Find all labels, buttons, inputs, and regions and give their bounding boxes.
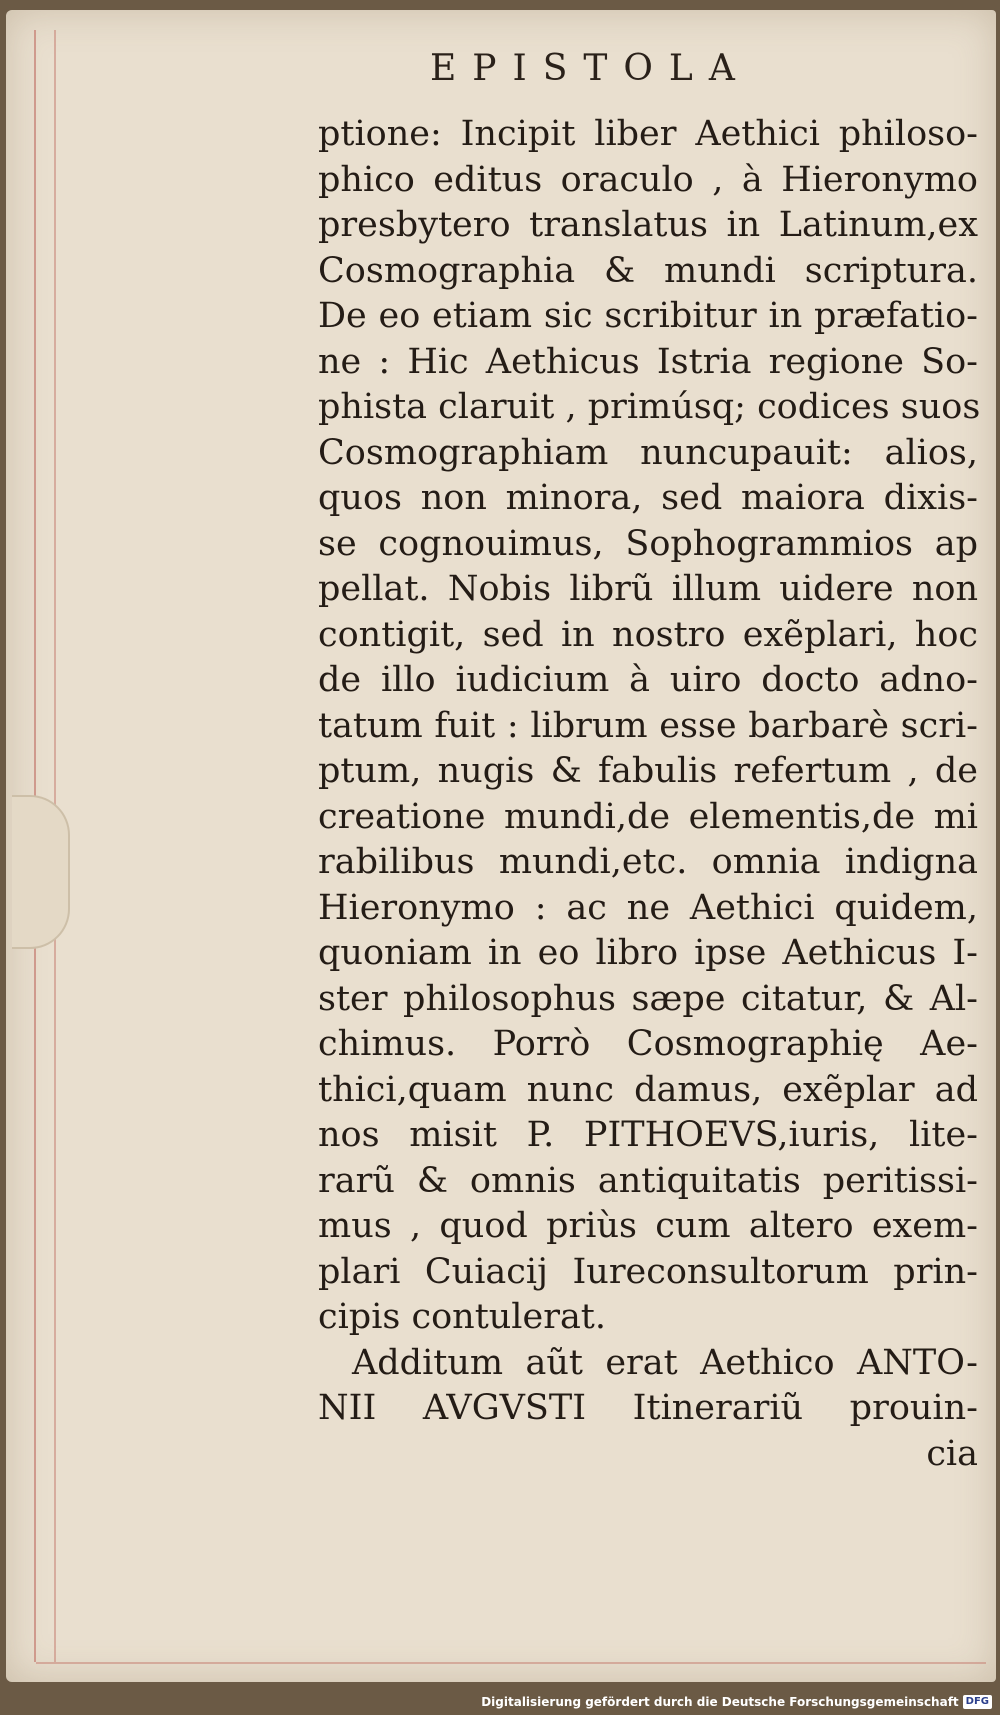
text-line: NII AVGVSTI Itinerariũ prouin-: [318, 1388, 978, 1428]
text-line: de illo iudicium à uiro docto adno-: [318, 660, 978, 700]
text-line: presbytero translatus in Latinum,ex: [318, 205, 978, 245]
text-line: De eo etiam sic scribitur in præfatio-: [318, 296, 978, 336]
text-line: plari Cuiacij Iureconsultorum prin-: [318, 1251, 978, 1292]
text-line: Hieronymo : ac ne Aethici quidem,: [318, 887, 978, 928]
text-line: Cosmographiam nuncupauit: alios,: [318, 432, 978, 473]
text-line: Cosmographia & mundi scriptura.: [318, 250, 978, 291]
text-line: se cognouimus, Sophogrammios ap: [318, 523, 978, 564]
text-line: thici,quam nunc damus, exẽplar ad: [318, 1069, 978, 1110]
catchword: cia: [926, 1433, 978, 1474]
text-line: rarũ & omnis antiquitatis peritissi-: [318, 1160, 978, 1201]
text-line: chimus. Porrò Cosmographię Ae-: [318, 1024, 978, 1064]
text-line: tatum fuit : librum esse barbarè scri-: [318, 705, 978, 746]
dfg-logo: DFG: [963, 1695, 992, 1709]
text-line: cipis contulerat.: [318, 1297, 606, 1337]
text-line: ptum, nugis & fabulis refertum , de: [318, 751, 978, 791]
text-line: ster philosophus sæpe citatur, & Al-: [318, 978, 978, 1019]
text-line: ptione: Incipit liber Aethici philoso-: [318, 114, 978, 154]
text-line: quoniam in eo libro ipse Aethicus I-: [318, 933, 978, 973]
text-line: Additum aũt erat Aethico ANTO-: [352, 1342, 978, 1383]
page-tab: [12, 795, 70, 949]
text-line: phico editus oraculo , à Hieronymo: [318, 159, 978, 200]
footer-text: Digitalisierung gefördert durch die Deutsche Forschungsgemeinschaft: [481, 1695, 959, 1709]
text-line: rabilibus mundi,etc. omnia indigna: [318, 842, 978, 882]
text-line: contigit, sed in nostro exẽplari, hoc: [318, 614, 978, 655]
digitization-footer: [481, 1691, 992, 1713]
text-line: pellat. Nobis librũ illum uidere non: [318, 569, 978, 609]
body-text: [318, 112, 981, 1477]
text-line: phista claruit , primúsq; codices suos: [318, 387, 981, 427]
text-line: ne : Hic Aethicus Istria regione So-: [318, 341, 978, 382]
text-line: creatione mundi,de elementis,de mi: [318, 796, 978, 837]
text-line: nos misit P. PITHOEVS,iuris, lite-: [318, 1115, 978, 1155]
running-header: EPISTOLA: [430, 48, 751, 89]
text-line: quos non minora, sed maiora dixis-: [318, 478, 978, 518]
text-line: mus , quod priùs cum altero exem-: [318, 1206, 978, 1246]
page-bottom-line: [36, 1662, 986, 1664]
